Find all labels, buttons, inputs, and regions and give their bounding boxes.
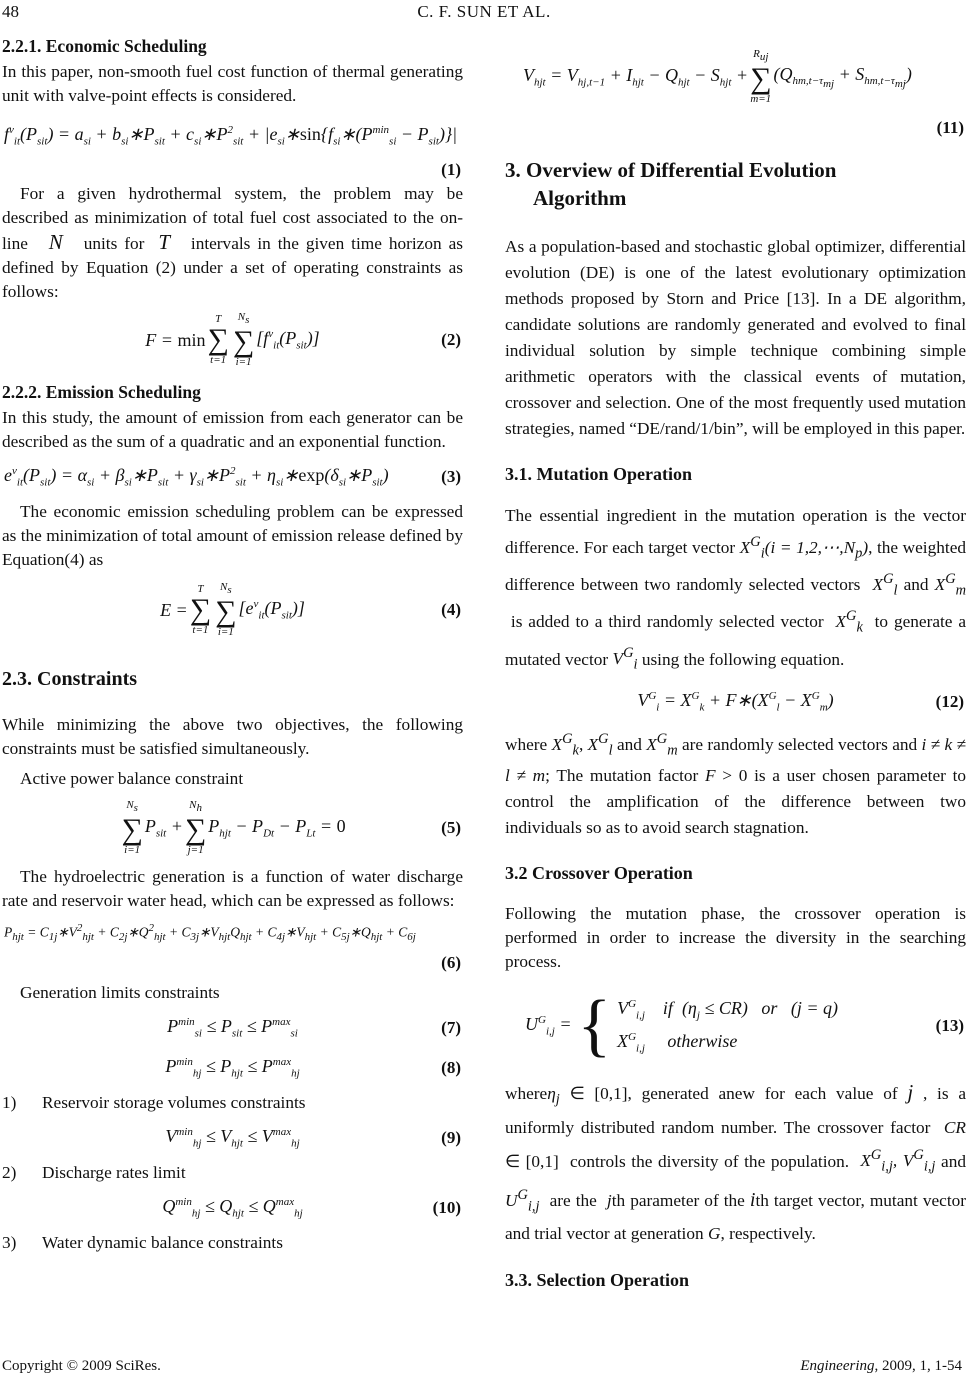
equation-7: $P^{min}_{si} \le P_{sit} \le P^{max}_{si}$ (7) — [167, 1016, 461, 1040]
equation-13: $U^G_{i,j}$ = { $V^G_{i,j}$ if $(\eta_j \le CR)$ or (j = q) $X^G_{i,j}$ otherwise (13) — [525, 987, 964, 1065]
equation-2: F = min T ∑ t=1 $N_s$ ∑ i=1 $[f^v_{it}(P_{sit})]$ (2) — [145, 311, 461, 368]
paragraph-hydrothermal: For a given hydrothermal system, the problem may be described as minimization of total fuel cost associated to the on-line N units for T intervals in the given time horizon as defined by Equation (2) under a set of operating constraints as follows: — [2, 184, 463, 301]
paragraph-where-crossover: whereη$_j$ ∈ [0,1], generated anew for each value of j , is a uniformly distributed random number. The crossover factor CR ∈ [0,1] controls the diversity of the population. $X^G_{i,j}$, $V^G_{i,j}$ and $U^G_{i,j}$ are the jth parameter of the ith target vector, mutant vector and trial vector at generation G, respectively. — [505, 1080, 967, 1243]
equation-1: $f^v_{it}(P_{sit}) = a_{si}$ + $b_{si}∗P_{sit}$ + $c_{si}∗P^2_{sit}$ + $|e_{si}∗\sin\{f_{si}∗(P^{min}_{si} - P_{sit})\}|$ (1) — [4, 124, 461, 179]
list-item: 1) Reservoir storage volumes constraints — [2, 1093, 306, 1112]
paragraph-crossover: Following the mutation phase, the crossover operation is performed in order to increase the diversity in the searching process. — [505, 904, 966, 972]
equation-3: $e^v_{it}(P_{sit}) = \alpha_{si}$ + $\beta_{si}∗P_{sit}$ + $\gamma_{si}∗P^2_{sit}$ + $\eta_{si}∗\exp(\delta_{si}∗P_{sit})$ (3) — [4, 465, 461, 489]
section-heading-emission: 2.2.2. Emission Scheduling — [2, 382, 201, 402]
equation-6: $P_{hjt}$ = $C_{1j}∗V^2_{hjt}$ + $C_{2j}∗Q^2_{hjt}$ + $C_{3j}∗V_{hjt}Q_{hjt}$ + $C_{4j}∗V_{hjt}$ + $C_{5j}∗Q_{hjt} + C_{6j}$ — [4, 922, 416, 944]
section-heading-crossover: 3.2 Crossover Operation — [505, 863, 693, 884]
equation-number: (9) — [441, 1128, 461, 1147]
equation-12: $V^G_i = X^G_k$ + $F∗(X^G_l - X^G_m)$ (12) — [637, 690, 964, 714]
list-item: 3) Water dynamic balance constraints — [2, 1233, 283, 1252]
equation-11: $V_{hjt} = V_{hj,t-1} + I_{hjt} - Q_{hjt} - S_{hjt}$ + $R_{uj}$ ∑ m=1 $(Q_{hm,t-\tau_{mj}} + S_{hm,t-\tau_{mj}})$ — [523, 48, 912, 105]
page-number: 48 — [2, 2, 19, 21]
paragraph-generation-limits: Generation limits constraints — [20, 983, 220, 1002]
equation-number: (11) — [936, 118, 964, 137]
list-item: 2) Discharge rates limit — [2, 1163, 186, 1182]
equation-number: (8) — [441, 1058, 461, 1077]
equation-10: $Q^{min}_{hj} \le Q_{hjt} \le Q^{max}_{hj}$ (10) — [162, 1196, 461, 1220]
equation-4: E = T ∑ t=1 $N_s$ ∑ i=1 $[e^v_{it}(P_{sit})]$ (4) — [160, 581, 461, 638]
right-column — [505, 36, 966, 1294]
footer-copyright: Copyright © 2009 SciRes. — [2, 1358, 161, 1374]
equation-number: (3) — [441, 467, 461, 486]
equation-number: (4) — [441, 600, 461, 619]
section-heading-de-overview: 3. Overview of Differential Evolution Algorithm — [505, 158, 837, 210]
equation-number: (12) — [935, 691, 964, 711]
paragraph-economic: In this paper, non-smooth fuel cost function of thermal generating unit with valve-point effects is considered. — [2, 62, 463, 105]
equation-number: (1) — [441, 160, 461, 179]
equation-8: $P^{min}_{hj} \le P_{hjt} \le P^{max}_{hj}$ (8) — [165, 1056, 461, 1080]
equation-number: (2) — [441, 330, 461, 349]
paragraph-constraints: While minimizing the above two objectives, the following constraints must be satisfied simultaneously. — [2, 715, 463, 758]
equation-9: $V^{min}_{hj} \le V_{hjt} \le V^{max}_{hj}$ (9) — [165, 1126, 461, 1150]
section-heading-constraints: 2.3. Constraints — [2, 668, 138, 690]
equation-number: (10) — [432, 1198, 461, 1217]
paragraph-economic-emission: The economic emission scheduling problem can be expressed as the minimization of total amount of emission release defined by Equation(4) as — [2, 502, 463, 569]
equation-number: (5) — [441, 818, 461, 837]
equation-number: (6) — [441, 953, 461, 972]
equation-5: $N_s$ ∑ i=1 $P_{sit}$ + $N_h$ ∑ j=1 $P_{hjt} - P_{Dt} - P_{Lt} = 0$ (5) — [121, 799, 461, 856]
left-column — [2, 36, 463, 1261]
paragraph-de: As a population-based and stochastic global optimizer, differential evolution (DE) is one of the latest evolutionary optimization methods proposed by Storn and Price [13]. In a DE algorithm, candidate solutions are randomly generated and evolved to final individual solution by simple technique combining simple arithmetic operators with the classical events of mutation, crossover and selection. One of the most frequently used mutation strategies, named “DE/rand/1/bin”, will be employed in this paper. — [505, 237, 966, 438]
paragraph-active-power: Active power balance constraint — [20, 769, 244, 788]
equation-number: (7) — [441, 1018, 461, 1037]
running-title: C. F. SUN ET AL. — [417, 2, 551, 21]
paragraph-mutation: The essential ingredient in the mutation operation is the vector difference. For each target vector $X^G_i(i$ = $1,2,\cdots,N_p$), the weighted difference between two randomly selected vectors $X^G_l$ and $X^G_m$ is added to a third randomly selected vector $X^G_k$ to generate a mutated vector $V^G_i$ using the following equation. — [505, 506, 967, 673]
paragraph-where-mutation: where $X^G_k$, $X^G_l$ and $X^G_m$ are randomly selected vectors and i ≠ k ≠ l ≠ m; The mutation factor F > 0 is a user chosen parameter to control the amplification of the difference between two individuals so as to avoid search stagnation. — [505, 730, 967, 838]
section-heading-economic: 2.2.1. Economic Scheduling — [2, 36, 207, 56]
section-heading-selection: 3.3. Selection Operation — [505, 1269, 689, 1290]
equation-number: (13) — [935, 1016, 964, 1036]
paragraph-hydroelectric: The hydroelectric generation is a function of water discharge rate and reservoir water head, which can be expressed as follows: — [2, 867, 463, 910]
footer-journal: Engineering, 2009, 1, 1-54 — [800, 1358, 962, 1374]
section-heading-mutation: 3.1. Mutation Operation — [505, 464, 692, 484]
paragraph-emission: In this study, the amount of emission from each generator can be described as the sum of a quadratic and an exponential function. — [2, 408, 463, 451]
page-header — [0, 2, 968, 26]
